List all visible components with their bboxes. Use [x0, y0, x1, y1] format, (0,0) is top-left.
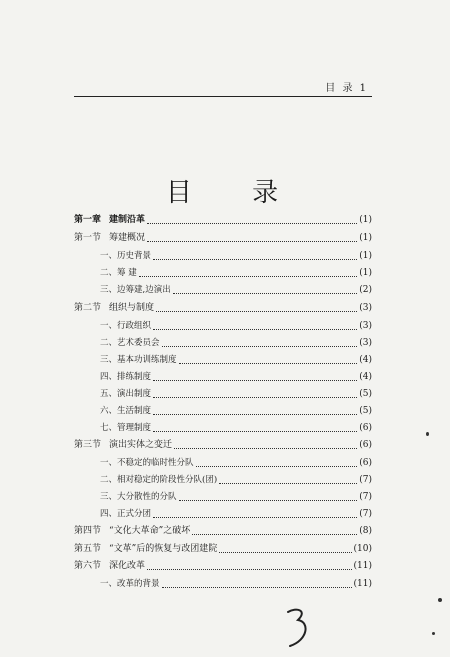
- toc-entry-number: 第三节: [74, 440, 102, 450]
- toc-entry-label: [74, 303, 154, 314]
- toc-entry-title: 行政组织: [117, 321, 152, 331]
- toc-entry-number: 六、: [100, 406, 118, 416]
- toc-entry-number: 第二节: [74, 303, 102, 313]
- toc-entry-title: 演出实体之变迁: [109, 440, 173, 450]
- toc-entry-title: “文革”后的恢复与改团建院: [109, 544, 218, 554]
- toc-entry-number: 四、: [100, 372, 118, 382]
- toc-entry-label: [100, 285, 171, 296]
- toc-leader-dots: [153, 326, 357, 330]
- toc-leader-dots: [162, 343, 358, 347]
- toc-entry-page: (11): [353, 561, 372, 571]
- handwritten-mark: [284, 606, 312, 650]
- toc-entry: [74, 437, 372, 451]
- toc-entry-title: 相对稳定的阶段性分队(团): [117, 475, 218, 485]
- toc-entry-title: 改革的背景: [117, 579, 160, 589]
- toc-entry-page: (6): [359, 440, 372, 450]
- toc-entry-title: 生活制度: [117, 406, 152, 416]
- toc-entry: [74, 558, 372, 572]
- toc-entry-label: [100, 406, 151, 417]
- toc-entry-label: [74, 561, 145, 572]
- toc-entry-page: (7): [359, 475, 372, 485]
- toc-entry-number: 一、: [100, 458, 118, 468]
- toc-entry-label: [100, 423, 151, 434]
- toc-entry-label: [100, 509, 151, 520]
- toc-leader-dots: [153, 514, 357, 518]
- toc-entry-number: 第五节: [74, 544, 102, 554]
- toc-entry-label: [100, 475, 217, 486]
- toc-entry-page: (5): [359, 406, 372, 416]
- toc-entry-number: 第四节: [74, 526, 102, 536]
- toc-entry-label: [74, 215, 145, 226]
- toc-entry-page: (3): [359, 303, 372, 313]
- toc-entry: [74, 352, 372, 366]
- toc-entry: [74, 541, 372, 555]
- toc-entry: [74, 335, 372, 349]
- toc-entry-title: 筹 建: [117, 268, 137, 278]
- toc-entry-label: [100, 268, 137, 279]
- toc-entry-number: 五、: [100, 389, 118, 399]
- toc-entry-title: “文化大革命”之破坏: [109, 526, 191, 536]
- toc-entry-label: [100, 338, 160, 349]
- page-title: 目 录: [165, 178, 305, 208]
- toc-entry-number: 第六节: [74, 561, 102, 571]
- toc-leader-dots: [162, 584, 352, 588]
- toc-entry-title: 艺术委员会: [117, 338, 160, 348]
- toc-entry-number: 二、: [100, 338, 118, 348]
- toc-entry-title: 建制沿革: [109, 215, 146, 225]
- toc-leader-dots: [174, 445, 357, 449]
- toc-entry-title: 排练制度: [117, 372, 152, 382]
- toc-leader-dots: [153, 428, 357, 432]
- toc-entry-number: 七、: [100, 423, 118, 433]
- toc-entry-number: 第一节: [74, 233, 102, 243]
- toc-entry-title: 筹建概况: [109, 233, 146, 243]
- toc-entry-page: (11): [353, 579, 372, 589]
- toc-entry: [74, 420, 372, 434]
- toc-entry-page: (7): [359, 509, 372, 519]
- toc-entry-number: 四、: [100, 509, 118, 519]
- toc-entry-label: [100, 492, 177, 503]
- toc-entry-page: (1): [359, 268, 372, 278]
- toc-leader-dots: [153, 256, 357, 260]
- toc-entry-number: 二、: [100, 268, 118, 278]
- toc-leader-dots: [153, 377, 357, 381]
- toc-entry-page: (1): [359, 215, 372, 225]
- toc-entry-title: 深化改革: [109, 561, 146, 571]
- running-header: [74, 83, 372, 97]
- toc-entry-page: (1): [359, 233, 372, 243]
- toc-entry: [74, 212, 372, 226]
- scan-speck: [432, 632, 435, 635]
- toc-entry-label: [100, 251, 151, 262]
- toc-leader-dots: [219, 480, 357, 484]
- toc-entry-label: [74, 440, 172, 451]
- toc-entry: [74, 455, 372, 469]
- toc-entry-label: [100, 355, 177, 366]
- toc-leader-dots: [173, 290, 358, 294]
- toc-leader-dots: [153, 411, 357, 415]
- toc-entry: [74, 265, 372, 279]
- toc-entry-page: (7): [359, 492, 372, 502]
- toc-entry: [74, 386, 372, 400]
- toc-entry: [74, 300, 372, 314]
- toc-leader-dots: [147, 220, 357, 224]
- toc-entry-number: 一、: [100, 579, 118, 589]
- toc-entry-page: (10): [353, 544, 372, 554]
- toc-entry: [74, 230, 372, 244]
- toc-entry-number: 一、: [100, 321, 118, 331]
- toc-entry: [74, 576, 372, 590]
- toc-entry-page: (4): [359, 372, 372, 382]
- toc-entry-number: 三、: [100, 355, 118, 365]
- toc-leader-dots: [196, 463, 358, 467]
- toc-entry-label: [100, 321, 151, 332]
- toc-entry: [74, 248, 372, 262]
- toc-entry-title: 大分散性的分队: [117, 492, 177, 502]
- toc-entry: [74, 523, 372, 537]
- toc-entry-page: (3): [359, 338, 372, 348]
- header-text: 目 录 1: [325, 83, 368, 94]
- toc-entry-label: [74, 526, 190, 537]
- toc-entry-number: 一、: [100, 251, 118, 261]
- toc-entry: [74, 318, 372, 332]
- toc-leader-dots: [156, 308, 357, 312]
- toc-entry-title: 正式分团: [117, 509, 152, 519]
- toc-entry-title: 历史背景: [117, 251, 152, 261]
- toc-entry-number: 三、: [100, 285, 118, 295]
- toc-entry-label: [100, 389, 151, 400]
- toc-entry-title: 不稳定的临时性分队: [117, 458, 194, 468]
- toc-entry-page: (6): [359, 458, 372, 468]
- toc-entry: [74, 403, 372, 417]
- toc-entry-page: (4): [359, 355, 372, 365]
- toc-entry-label: [74, 544, 217, 555]
- toc-leader-dots: [147, 566, 351, 570]
- scan-speck: [426, 432, 429, 436]
- toc-entry-page: (2): [359, 285, 372, 295]
- toc-entry-page: (3): [359, 321, 372, 331]
- scan-speck: [438, 598, 442, 602]
- toc-leader-dots: [219, 549, 351, 553]
- toc-entry-page: (6): [359, 423, 372, 433]
- toc-entry-title: 管理制度: [117, 423, 152, 433]
- toc-entry-title: 组织与制度: [109, 303, 155, 313]
- toc-entry-number: 第一章: [74, 215, 102, 225]
- toc-entry-number: 三、: [100, 492, 118, 502]
- toc-entry: [74, 472, 372, 486]
- toc-entry: [74, 506, 372, 520]
- toc-entry: [74, 369, 372, 383]
- toc-entry-page: (8): [359, 526, 372, 536]
- toc-entry-title: 边筹建,边演出: [117, 285, 171, 295]
- toc-entry-label: [74, 233, 145, 244]
- toc-entry-page: (1): [359, 251, 372, 261]
- toc-entry: [74, 282, 372, 296]
- toc-leader-dots: [153, 394, 357, 398]
- toc-entry-title: 演出制度: [117, 389, 152, 399]
- toc-entry-page: (5): [359, 389, 372, 399]
- toc-leader-dots: [139, 273, 358, 277]
- toc-leader-dots: [192, 531, 357, 535]
- toc-leader-dots: [179, 360, 358, 364]
- toc-entry-label: [100, 579, 160, 590]
- toc-entry-label: [100, 372, 151, 383]
- toc-entry-title: 基本功训练制度: [117, 355, 177, 365]
- toc-entry-number: 二、: [100, 475, 118, 485]
- toc-leader-dots: [147, 238, 357, 242]
- toc-entry: [74, 489, 372, 503]
- toc-leader-dots: [179, 497, 358, 501]
- toc-entry-label: [100, 458, 194, 469]
